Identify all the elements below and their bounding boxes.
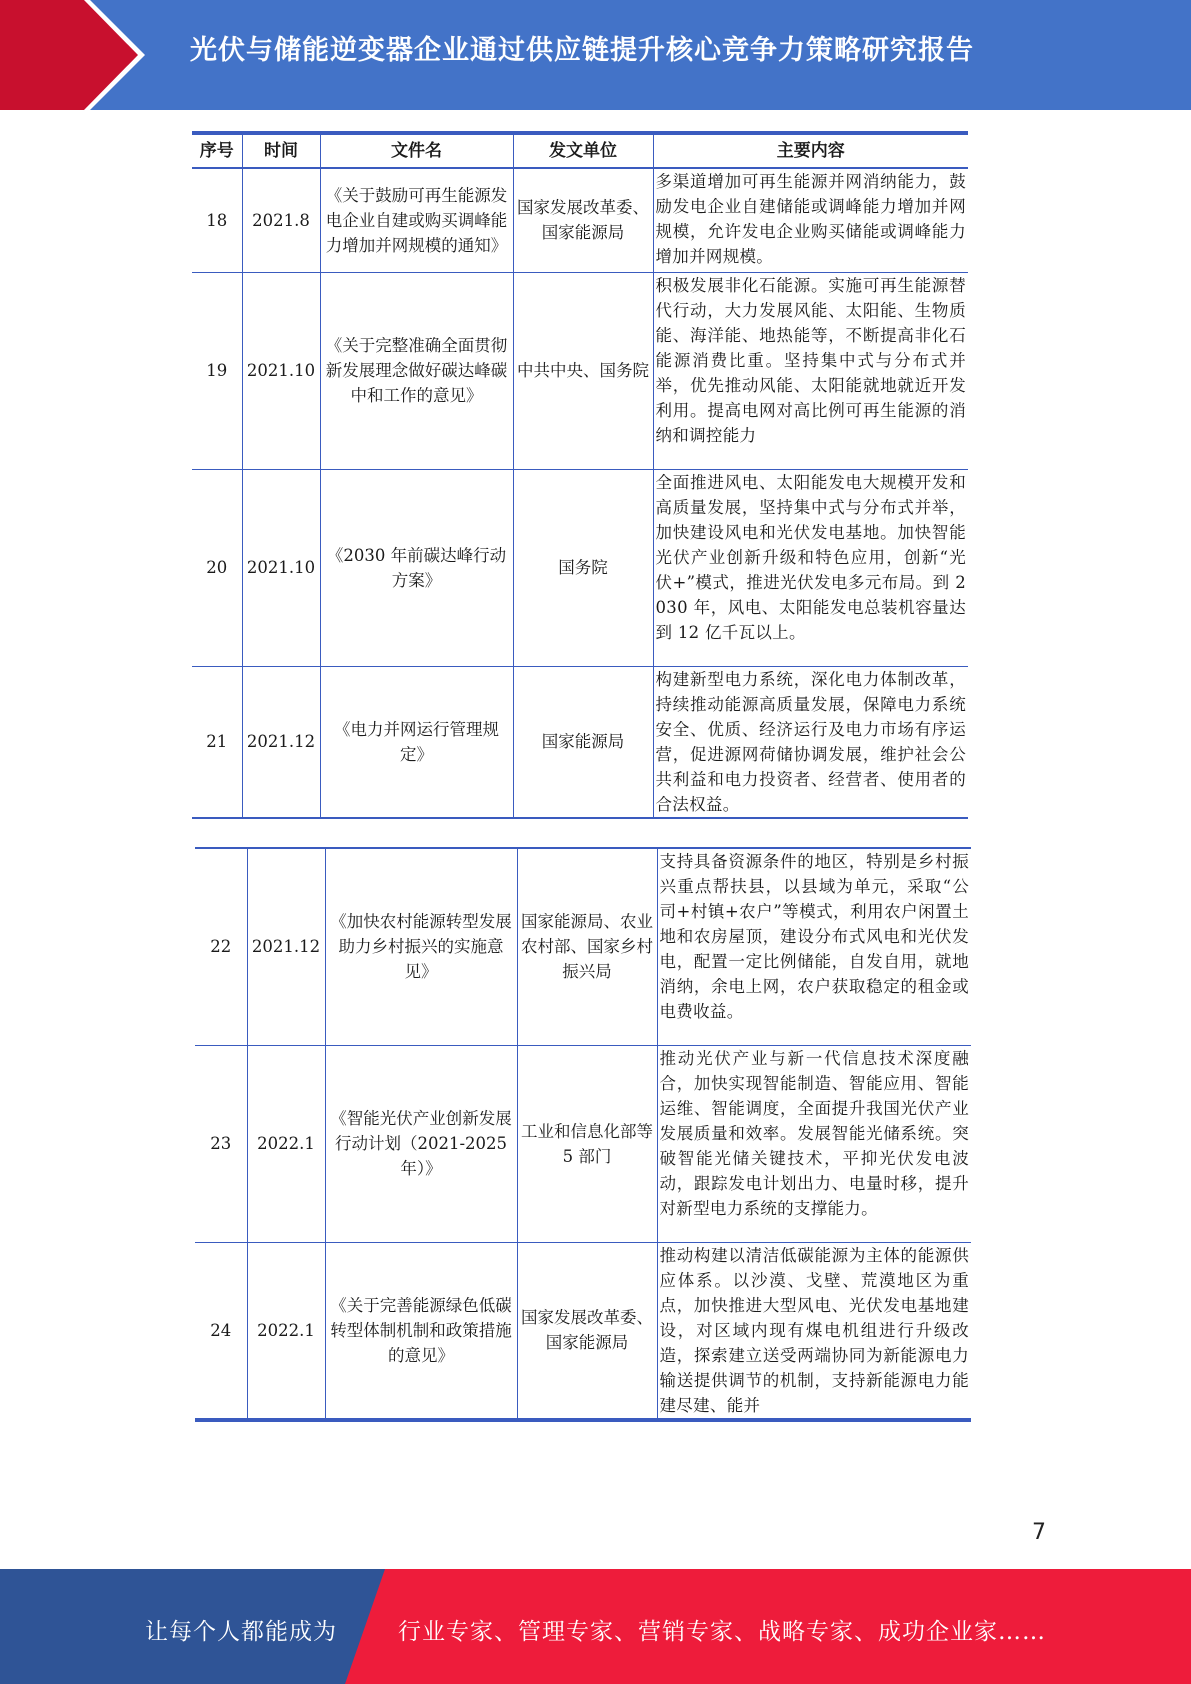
cell-date: 2021.12 — [242, 666, 320, 818]
page-number: 7 — [1032, 1520, 1046, 1545]
cell-date: 2021.12 — [247, 848, 325, 1045]
footer-slogan-left: 让每个人都能成为 — [145, 1619, 337, 1645]
page-footer — [0, 1569, 1191, 1684]
footer-slogan-right: 行业专家、管理专家、营销专家、战略专家、成功企业家…… — [398, 1619, 1046, 1645]
cell-issuer: 工业和信息化部等 5 部门 — [517, 1045, 657, 1242]
cell-content: 多渠道增加可再生能源并网消纳能力，鼓励发电企业自建储能或调峰能力增加并网规模，允许发电企业购买储能或调峰能力增加并网规模。 — [653, 168, 968, 272]
cell-date: 2021.10 — [242, 272, 320, 469]
cell-date: 2021.8 — [242, 168, 320, 272]
cell-content: 支持具备资源条件的地区，特别是乡村振兴重点帮扶县，以县域为单元，采取“公司+村镇+农户”等模式，利用农户闲置土地和农房屋顶，建设分布式风电和光伏发电，配置一定比例储能，自发自用，就地消纳，余电上网，农户获取稳定的租金或电费收益。 — [657, 848, 971, 1045]
cell-no: 19 — [192, 272, 242, 469]
cell-name: 《关于完善能源绿色低碳转型体制机制和政策措施的意见》 — [325, 1242, 517, 1420]
cell-date: 2021.10 — [242, 469, 320, 666]
table-row — [192, 666, 968, 818]
header-chevron-decoration — [0, 0, 150, 110]
cell-no: 20 — [192, 469, 242, 666]
cell-date: 2022.1 — [247, 1242, 325, 1420]
table-row — [192, 272, 968, 469]
cell-no: 18 — [192, 168, 242, 272]
cell-issuer: 中共中央、国务院 — [513, 272, 653, 469]
cell-date: 2022.1 — [247, 1045, 325, 1242]
cell-name: 《加快农村能源转型发展助力乡村振兴的实施意见》 — [325, 848, 517, 1045]
cell-no: 24 — [195, 1242, 247, 1420]
cell-content: 推动光伏产业与新一代信息技术深度融合，加快实现智能制造、智能应用、智能运维、智能调度，全面提升我国光伏产业发展质量和效率。发展智能光储系统。突破智能光储关键技术，平抑光伏发电波动，跟踪发电计划出力、电量时移，提升对新型电力系统的支撑能力。 — [657, 1045, 971, 1242]
col-header-content: 主要内容 — [653, 133, 968, 168]
cell-no: 23 — [195, 1045, 247, 1242]
table-row — [192, 469, 968, 666]
cell-name: 《关于鼓励可再生能源发电企业自建或购买调峰能力增加并网规模的通知》 — [320, 168, 513, 272]
col-header-no: 序号 — [192, 133, 242, 168]
cell-name: 《智能光伏产业创新发展行动计划（2021-2025年）》 — [325, 1045, 517, 1242]
table-row — [195, 848, 971, 1045]
cell-no: 21 — [192, 666, 242, 818]
table-row — [195, 1242, 971, 1420]
col-header-date: 时间 — [242, 133, 320, 168]
cell-name: 《2030 年前碳达峰行动方案》 — [320, 469, 513, 666]
table-row — [192, 168, 968, 272]
page-header — [0, 0, 1191, 110]
header-title: 光伏与储能逆变器企业通过供应链提升核心竞争力策略研究报告 — [190, 35, 974, 66]
cell-issuer: 国家发展改革委、国家能源局 — [517, 1242, 657, 1420]
cell-issuer: 国家能源局 — [513, 666, 653, 818]
cell-issuer: 国家发展改革委、国家能源局 — [513, 168, 653, 272]
policy-table-part-1 — [192, 131, 968, 819]
cell-issuer: 国务院 — [513, 469, 653, 666]
table-row — [195, 1045, 971, 1242]
col-header-name: 文件名 — [320, 133, 513, 168]
cell-name: 《电力并网运行管理规定》 — [320, 666, 513, 818]
cell-content: 全面推进风电、太阳能发电大规模开发和高质量发展，坚持集中式与分布式并举，加快建设风电和光伏发电基地。加快智能光伏产业创新升级和特色应用，创新“光伏+”模式，推进光伏发电多元布局。到 2030 年，风电、太阳能发电总装机容量达到 12 亿千瓦以上。 — [653, 469, 968, 666]
cell-name: 《关于完整准确全面贯彻新发展理念做好碳达峰碳中和工作的意见》 — [320, 272, 513, 469]
cell-no: 22 — [195, 848, 247, 1045]
cell-content: 构建新型电力系统，深化电力体制改革，持续推动能源高质量发展，保障电力系统安全、优质、经济运行及电力市场有序运营，促进源网荷储协调发展，维护社会公共利益和电力投资者、经营者、使用者的合法权益。 — [653, 666, 968, 818]
cell-content: 推动构建以清洁低碳能源为主体的能源供应体系。以沙漠、戈壁、荒漠地区为重点，加快推进大型风电、光伏发电基地建设，对区域内现有煤电机组进行升级改造，探索建立送受两端协同为新能源电力输送提供调节的机制，支持新能源电力能建尽建、能并 — [657, 1242, 971, 1420]
col-header-issuer: 发文单位 — [513, 133, 653, 168]
cell-issuer: 国家能源局、农业农村部、国家乡村振兴局 — [517, 848, 657, 1045]
policy-table-part-2 — [195, 847, 971, 1422]
cell-content: 积极发展非化石能源。实施可再生能源替代行动，大力发展风能、太阳能、生物质能、海洋能、地热能等，不断提高非化石能源消费比重。坚持集中式与分布式并举，优先推动风能、太阳能就地就近开发利用。提高电网对高比例可再生能源的消纳和调控能力 — [653, 272, 968, 469]
table-header-row — [192, 133, 968, 168]
